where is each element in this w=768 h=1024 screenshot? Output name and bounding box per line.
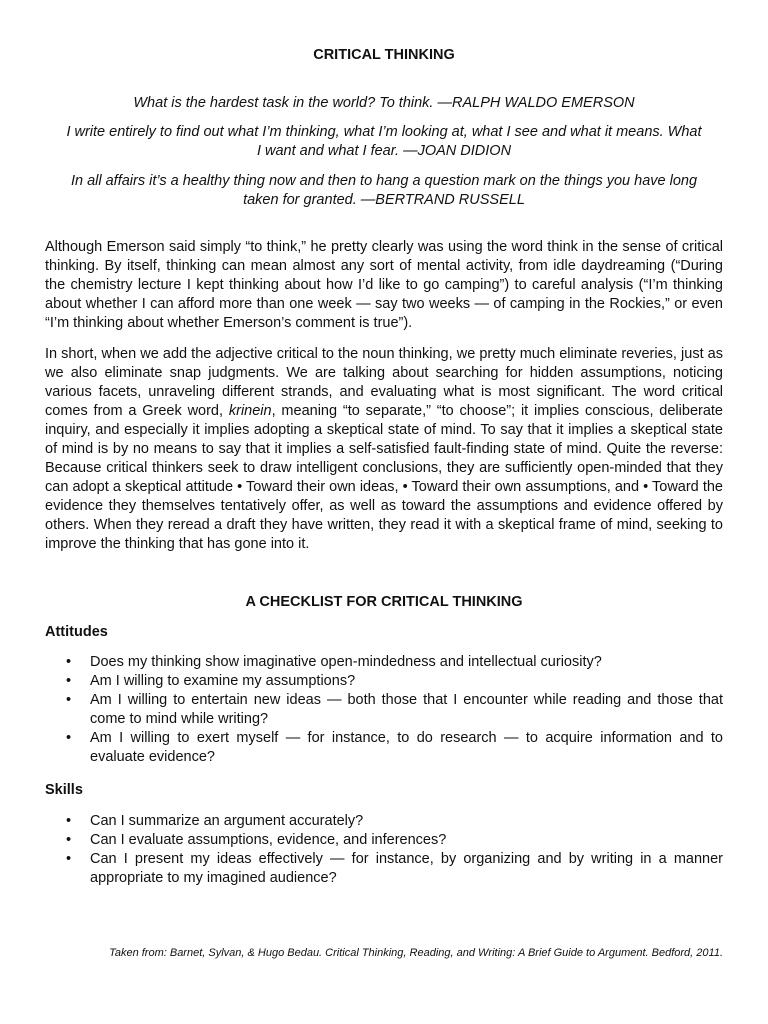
list-item-text: Can I evaluate assumptions, evidence, and inferences? — [90, 832, 447, 848]
attitudes-list — [45, 653, 723, 767]
list-item — [45, 672, 723, 691]
list-item-text: Can I present my ideas effectively — for instance, by organizing and by writing in a manner appropriate to my imagined audience? — [90, 851, 723, 886]
list-item-text: Am I willing to entertain new ideas — both those that I encounter while reading and those that come to mind while writing? — [90, 692, 723, 727]
list-item-text: Can I summarize an argument accurately? — [90, 813, 364, 829]
quote-russell: In all affairs it’s a healthy thing now and then to hang a question mark on the things you have long taken for granted. —BERTRAND RUSSELL — [70, 173, 698, 208]
paragraph-critical-part2: , meaning “to separate,” “to choose”; it implies conscious, deliberate inquiry, and especially it implies adopting a skeptical state of mind. To say that it implies a skeptical state of mind is by no means to say that it implies a self-satisfied fault-finding state of mind. Quite the reverse: Because critical thinkers seek to draw intelligent conclusions, they are sufficiently open-minded that they can adopt a skeptical attitude • Toward their own ideas, • Toward their own assumptions, and • Toward the evidence they themselves tentatively offer, as well as toward the assumptions and evidence offered by others. When they reread a draft they have written, they read it with a skeptical frame of mind, seeking to improve the thinking that has gone into it. — [45, 403, 723, 552]
bullet-icon: • — [66, 832, 72, 848]
quote-didion: I write entirely to find out what I’m thinking, what I’m looking at, what I see and what it means. What I want and what I fear. —JOAN DIDION — [66, 124, 702, 159]
list-item — [45, 653, 723, 672]
skills-heading: Skills — [45, 782, 83, 798]
paragraph-intro: Although Emerson said simply “to think,” he pretty clearly was using the word think in the sense of critical thinking. By itself, thinking can mean almost any sort of mental activity, from idle daydreaming (“During the chemistry lecture I kept thinking about how I’d like to go camping”) to careful analysis (“I’m thinking about whether I can afford more than one week — say two weeks — of camping in the Rockies,” or even “I’m thinking about whether Emerson’s comment is true”). — [45, 239, 723, 331]
bullet-icon: • — [66, 851, 72, 867]
list-item-text: Am I willing to exert myself — for instance, to do research — to acquire information and to evaluate evidence? — [90, 730, 723, 765]
list-item — [45, 729, 723, 767]
paragraph-critical-part1: In short, when we add the adjective critical to the noun thinking, we pretty much eliminate reveries, just as we also eliminate snap judgments. We are talking about searching for hidden assumptions, noticing various facets, unraveling different strands, and evaluating what is most significant. The word critical comes from a Greek word, — [45, 346, 723, 419]
skills-list — [45, 812, 723, 888]
term-krinein: krinein — [228, 403, 272, 419]
bullet-icon: • — [66, 730, 72, 746]
list-item-text: Am I willing to examine my assumptions? — [90, 673, 356, 689]
bullet-icon: • — [66, 813, 72, 829]
bullet-icon: • — [66, 692, 72, 708]
paragraph-critical — [45, 345, 723, 554]
page-title: CRITICAL THINKING — [313, 47, 455, 63]
list-item — [45, 691, 723, 729]
list-item — [45, 850, 723, 888]
list-item-text: Does my thinking show imaginative open-mindedness and intellectual curiosity? — [90, 654, 602, 670]
source-citation-text: Taken from: Barnet, Sylvan, & Hugo Bedau. Critical Thinking, Reading, and Writing: A Brief Guide to Argument. Bedford, 2011. — [109, 947, 723, 959]
bullet-icon: • — [66, 673, 72, 689]
list-item — [45, 831, 723, 850]
bullet-icon: • — [66, 654, 72, 670]
quote-emerson: What is the hardest task in the world? To think. —RALPH WALDO EMERSON — [133, 95, 635, 111]
source-citation — [45, 947, 723, 959]
list-item — [45, 812, 723, 831]
checklist-title: A CHECKLIST FOR CRITICAL THINKING — [245, 594, 523, 610]
attitudes-heading: Attitudes — [45, 624, 108, 640]
